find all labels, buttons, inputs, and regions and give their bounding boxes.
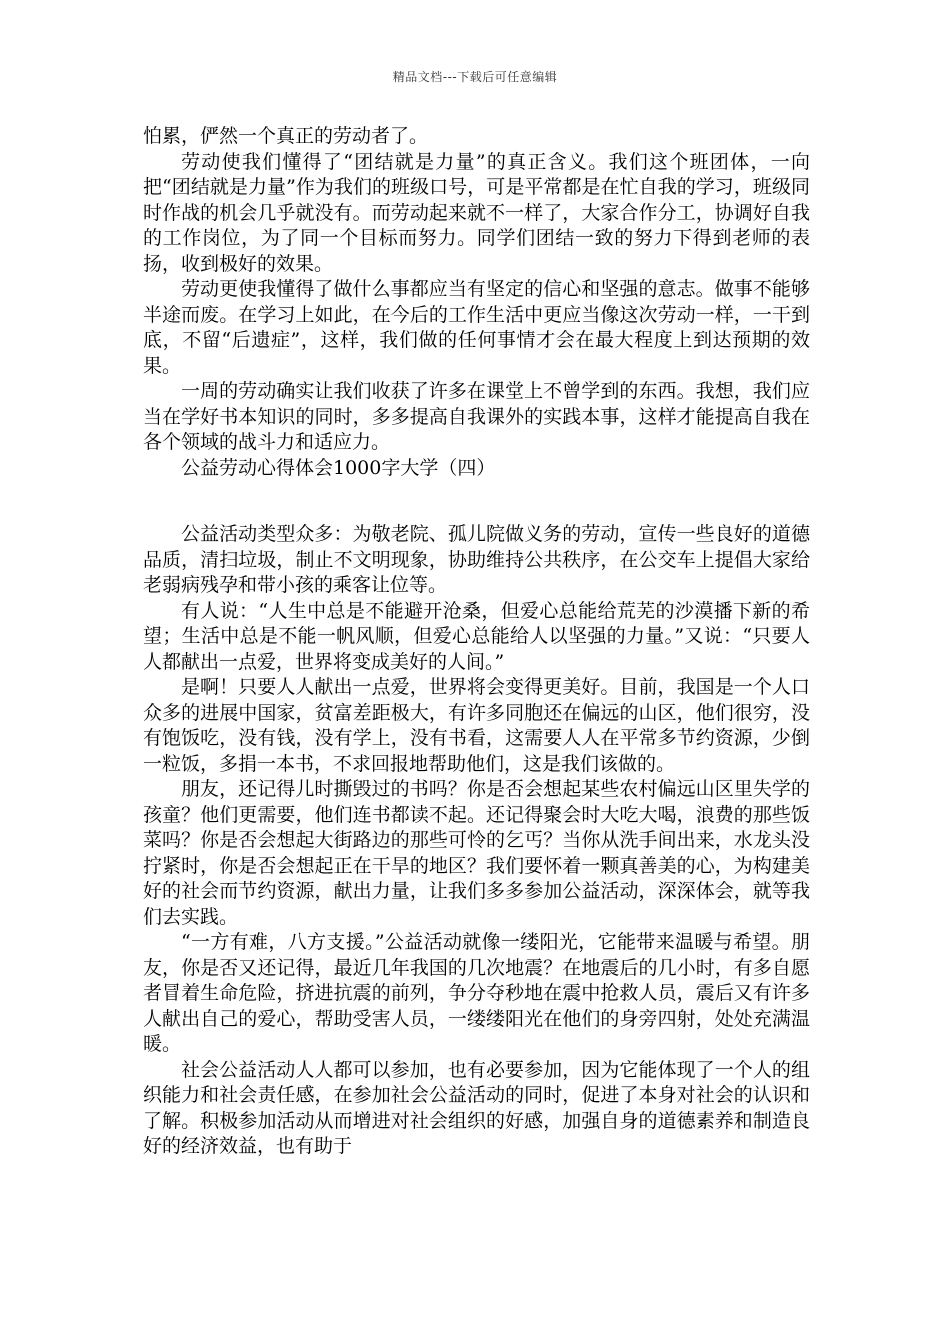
paragraph: 一周的劳动确实让我们收获了许多在课堂上不曾学到的东西。我想，我们应当在学好书本知识的同时，多多提高自我课外的实践本事，这样才能提高自我在各个领域的战斗力和适应力。 [143,380,810,453]
paragraph: 劳动更使我懂得了做什么事都应当有坚定的信心和坚强的意志。做事不能够半途而废。在学习上如此，在今后的工作生活中更应当像这次劳动一样，一干到底，不留“后遗症”，这样，我们做的任何事情才会在最大程度上到达预期的效果。 [143,278,810,377]
paragraph: 劳动使我们懂得了“团结就是力量”的真正含义。我们这个班团体，一向把“团结就是力量”作为我们的班级口号，可是平常都是在忙自我的学习，班级同时作战的机会几乎就没有。而劳动起来就不一样了，大家合作分工，协调好自我的工作岗位，为了同一个目标而努力。同学们团结一致的努力下得到老师的表扬，收到极好的效果。 [143,150,810,275]
paragraph: 怕累，俨然一个真正的劳动者了。 [143,125,429,147]
paragraph: 是啊！只要人人献出一点爱，世界将会变得更美好。目前，我国是一个人口众多的进展中国家，贫富差距极大，有许多同胞还在偏远的山区，他们很穷，没有饱饭吃，没有钱，没有学上，没有书看，这需要人人在平常多节约资源，少倒一粒饭，多捐一本书，不求回报地帮助他们，这是我们该做的。 [143,676,810,775]
paragraph: 有人说：“人生中总是不能避开沧桑，但爱心总能给荒芜的沙漠播下新的希望；生活中总是不能一帆风顺，但爱心总能给人以坚强的力量。”又说：“只要人人都献出一点爱，世界将变成美好的人间。” [143,599,810,673]
paragraph: “一方有难，八方支援。”公益活动就像一缕阳光，它能带来温暖与希望。朋友，你是否又还记得，最近几年我国的几次地震？在地震后的几小时，有多自愿者冒着生命危险，挤进抗震的前列，争分夺秒地在震中抢救人员，震后又有许多人献出自己的爱心，帮助受害人员，一缕缕阳光在他们的身旁四射，处处充满温暖。 [143,931,810,1055]
paragraph: 朋友，还记得儿时撕毁过的书吗？你是否会想起某些农村偏远山区里失学的孩童？他们更需要，他们连书都读不起。还记得聚会时大吃大喝，浪费的那些饭菜吗？你是否会想起大街路边的那些可怜的乞丐？当你从洗手间出来，水龙头没拧紧时，你是否会想起正在干旱的地区？我们要怀着一颗真善美的心，为构建美好的社会而节约资源，献出力量，让我们多多参加公益活动，深深体会，就等我们去实践。 [143,778,810,928]
document-body [143,124,810,1160]
section-heading: 公益劳动心得体会1000字大学（四） [181,456,496,479]
paragraph: 公益活动类型众多：为敬老院、孤儿院做义务的劳动，宣传一些良好的道德品质，清扫垃圾，制止不文明现象，协助维持公共秩序，在公交车上提倡大家给老弱病残孕和带小孩的乘客让位等。 [143,523,810,596]
paragraph: 社会公益活动人人都可以参加，也有必要参加，因为它能体现了一个人的组织能力和社会责任感，在参加社会公益活动的同时，促进了本身对社会的认识和了解。积极参加活动从而增进对社会组织的好感，加强自身的道德素养和制造良好的经济效益，也有助于 [143,1058,810,1157]
blank-line [143,481,810,522]
page-header: 精品文档---下载后可任意编辑 [392,70,558,84]
